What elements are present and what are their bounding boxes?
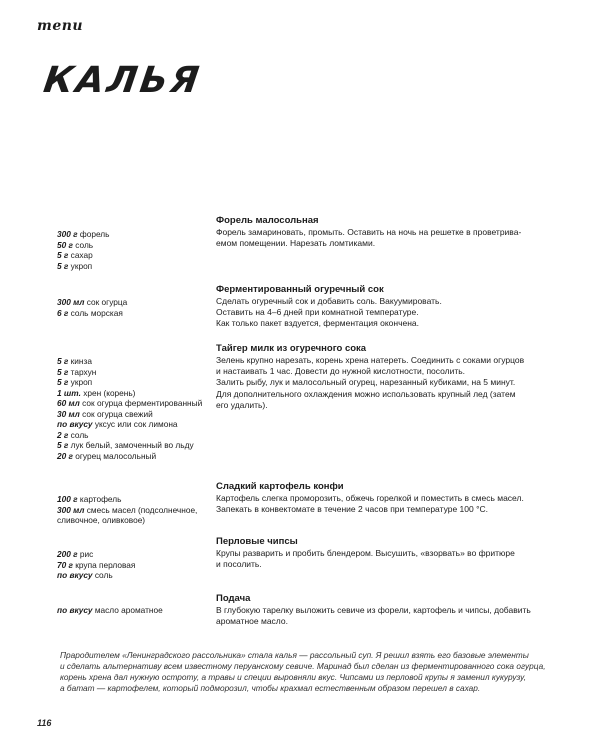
ingredient: по вкусу уксус или сок лимона [57, 419, 178, 429]
step-text-line: Крупы разварить и пробить блендером. Высушить, «взорвать» во фритюре [216, 548, 515, 558]
step-text-line: емом помещении. Нарезать ломтиками. [216, 238, 376, 249]
step-text-line: Форель замариновать, промыть. Оставить на ночь на решетке в проветрива- [216, 227, 522, 237]
step-text-line: и посолить. [216, 559, 262, 570]
page-number: 116 [37, 718, 52, 728]
step-text-line: ароматное масло. [216, 616, 288, 627]
ingredient: 5 г тархун [57, 366, 97, 377]
ingredients-barley-chips [57, 549, 217, 581]
step-text-line: Запекать в конвектомате в течение 2 часов при температуре 100 °С. [216, 504, 488, 515]
ingredients-potato-confit [57, 494, 217, 526]
ingredient: 300 мл смесь масел (подсолнечное, [57, 504, 198, 515]
ingredient: сливочное, оливковое) [57, 515, 146, 525]
ingredient: 5 г укроп [57, 377, 93, 387]
ingredients-tiger-milk [57, 356, 217, 461]
ingredient: 30 мл сок огурца свежий [57, 408, 153, 419]
note-line: и сделать альтернативу всем известному перуанскому севиче. Маринад был сделан из ферментированного сока огурца, [60, 661, 546, 671]
section-label: тепи [37, 18, 84, 34]
note-line: Прародителем «Ленинградского рассольника» стала калья — рассольный суп. Я решил взять его базовые элементы [60, 650, 529, 660]
recipe-title: КАЛЬЯ [41, 60, 205, 101]
ingredient: 50 г соль [57, 239, 94, 250]
ingredient: 5 г лук белый, замоченный во льду [57, 440, 194, 450]
step-text-line: и настаивать 1 час. Довести до нужной кислотности, посолить. [216, 366, 466, 377]
step-text-line: его удалить). [216, 399, 268, 410]
step-title: Ферментированный огуречный сок [216, 284, 384, 295]
ingredient: 5 г кинза [57, 356, 92, 366]
ingredient: по вкусу соль [57, 570, 113, 580]
step-title: Подача [216, 593, 251, 604]
step-cucumber-juice [216, 284, 556, 330]
step-text-line: Для дополнительного охлаждения можно использовать крупный лед (затем [216, 388, 516, 399]
ingredients-cucumber-juice [57, 297, 217, 318]
ingredient: 20 г огурец малосольный [57, 450, 157, 461]
ingredient: 5 г укроп [57, 260, 93, 271]
step-potato-confit [216, 481, 556, 515]
ingredient: 300 мл сок огурца [57, 297, 128, 307]
ingredient: 1 шт. хрен (корень) [57, 387, 136, 398]
step-text-line: Картофель слегка проморозить, обжечь горелкой и поместить в смесь масел. [216, 493, 524, 503]
ingredients-serving [57, 605, 217, 616]
step-text-line: Как только пакет вздуется, ферментация окончена. [216, 318, 420, 329]
step-text-line: Оставить на 4–6 дней при комнатной температуре. [216, 307, 419, 318]
note-line: корень хрена дал нужную остроту, а травы и специи выровняли вкус. Чипсами из перловой крупы я заменил кукурузу, [60, 672, 527, 682]
ingredient: 300 г форель [57, 229, 110, 239]
ingredient: 60 мл сок огурца ферментированный [57, 398, 203, 408]
ingredient: по вкусу масло ароматное [57, 605, 163, 615]
step-text-line: Зелень крупно нарезать, корень хрена натереть. Соединить с соками огурцов [216, 355, 525, 365]
step-text-line: Залить рыбу, лук и малосольный огурец, нарезанный кубиками, на 5 минут. [216, 377, 516, 388]
step-serving [216, 593, 556, 627]
ingredient: 5 г сахар [57, 250, 93, 260]
note-line: а батат — картофелем, который подморозил, чтобы крахмал естественным образом перешел в сахар. [60, 683, 481, 693]
ingredient: 2 г соль [57, 429, 89, 440]
step-barley-chips [216, 536, 556, 570]
step-tiger-milk [216, 343, 556, 411]
step-trout [216, 215, 556, 249]
ingredient: 6 г соль морская [57, 307, 123, 318]
ingredients-trout [57, 229, 217, 271]
step-text-line: В глубокую тарелку выложить севиче из форели, картофель и чипсы, добавить [216, 605, 531, 615]
ingredient: 70 г крупа перловая [57, 559, 136, 570]
ingredient: 100 г картофель [57, 494, 122, 504]
step-title: Сладкий картофель конфи [216, 481, 344, 492]
step-title: Форель малосольная [216, 215, 319, 226]
step-text-line: Сделать огуречный сок и добавить соль. Вакуумировать. [216, 296, 442, 306]
step-title: Тайгер милк из огуречного сока [216, 343, 367, 354]
step-title: Перловые чипсы [216, 536, 298, 547]
ingredient: 200 г рис [57, 549, 94, 559]
author-note [60, 650, 550, 694]
